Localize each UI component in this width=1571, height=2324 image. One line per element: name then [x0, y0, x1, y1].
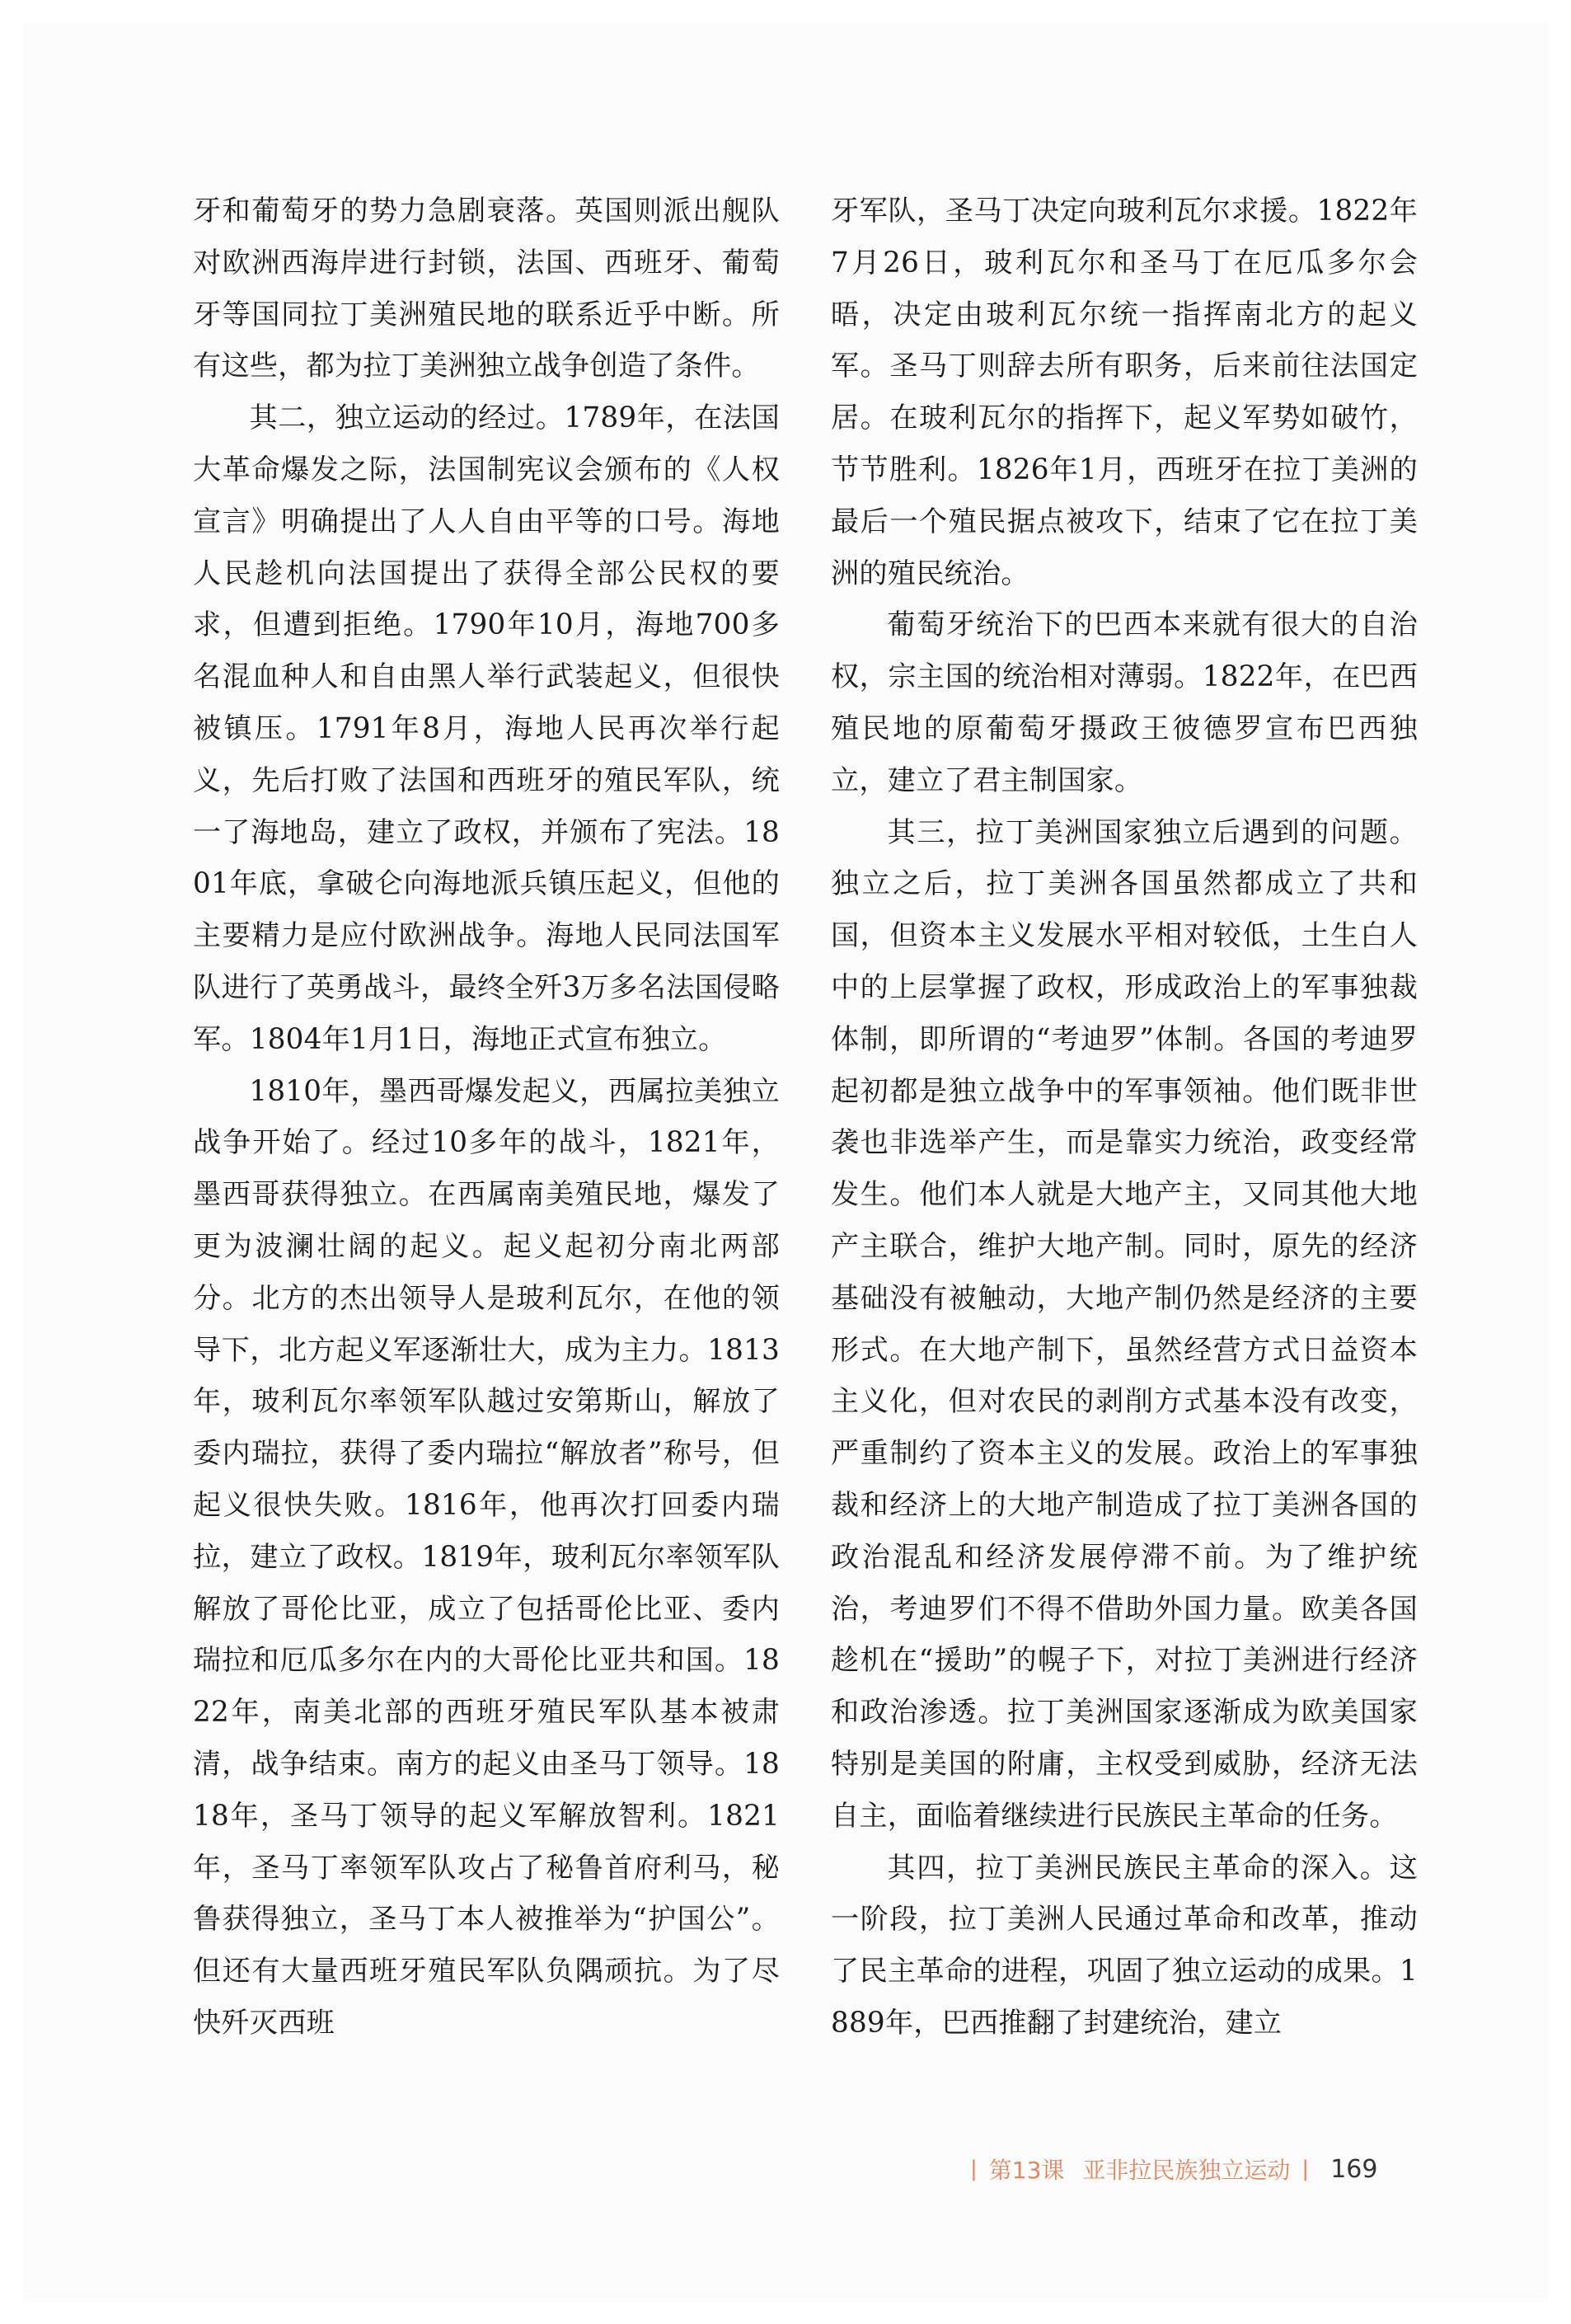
page-number: 169	[1330, 2154, 1378, 2184]
body-paragraph: 1810年，墨西哥爆发起义，西属拉美独立战争开始了。经过10多年的战斗，1821年，墨西哥获得独立。在西属南美殖民地，爆发了更为波澜壮阔的起义。起义起初分南北两部分。北方的杰出领导人是玻利瓦尔，在他的领导下，北方起义军逐渐壮大，成为主力。1813年，玻利瓦尔率领军队越过安第斯山，解放了委内瑞拉，获得了委内瑞拉“解放者”称号，但起义很快失败。1816年，他再次打回委内瑞拉，建立了政权。1819年，玻利瓦尔率领军队解放了哥伦比亚，成立了包括哥伦比亚、委内瑞拉和厄瓜多尔在内的大哥伦比亚共和国。1822年，南美北部的西班牙殖民军队基本被肃清，战争结束。南方的起义由圣马丁领导。1818年，圣马丁领导的起义军解放智利。1821年，圣马丁率领军队攻占了秘鲁首府利马，秘鲁获得独立，圣马丁本人被推举为“护国公”。但还有大量西班牙殖民军队负隅顽抗。为了尽快歼灭西班	[193, 1074, 780, 2040]
footer-separator: |	[1301, 2157, 1310, 2181]
lesson-title: 亚非拉民族独立运动	[1082, 2157, 1291, 2184]
lesson-label: 第13课	[988, 2157, 1065, 2184]
body-paragraph: 牙和葡萄牙的势力急剧衰落。英国则派出舰队对欧洲西海岸进行封锁，法国、西班牙、葡萄牙等国同拉丁美洲殖民地的联系近乎中断。所有这些，都为拉丁美洲独立战争创造了条件。	[193, 195, 780, 383]
left-text-column	[193, 185, 780, 2049]
body-paragraph: 其三，拉丁美洲国家独立后遇到的问题。独立之后，拉丁美洲各国虽然都成立了共和国，但资本主义发展水平相对较低，土生白人中的上层掌握了政权，形成政治上的军事独裁体制，即所谓的“考迪罗”体制。各国的考迪罗起初都是独立战争中的军事领袖。他们既非世袭也非选举产生，而是靠实力统治，政变经常发生。他们本人就是大地产主，又同其他大地产主联合，维护大地产制。同时，原先的经济基础没有被触动，大地产制仍然是经济的主要形式。在大地产制下，虽然经营方式日益资本主义化，但对农民的剥削方式基本没有改变，严重制约了资本主义的发展。政治上的军事独裁和经济上的大地产制造成了拉丁美洲各国的政治混乱和经济发展停滞不前。为了维护统治，考迪罗们不得不借助外国力量。欧美各国趁机在“援助”的幌子下，对拉丁美洲进行经济和政治渗透。拉丁美洲国家逐渐成为欧美国家特别是美国的附庸，主权受到威胁，经济无法自主，面临着继续进行民族民主革命的任务。	[831, 815, 1418, 1833]
body-paragraph: 其二，独立运动的经过。1789年，在法国大革命爆发之际，法国制宪议会颁布的《人权宣言》明确提出了人人自由平等的口号。海地人民趁机向法国提出了获得全部公民权的要求，但遭到拒绝。1790年10月，海地700多名混血种人和自由黑人举行武装起义，但很快被镇压。1791年8月，海地人民再次举行起义，先后打败了法国和西班牙的殖民军队，统一了海地岛，建立了政权，并颁布了宪法。1801年底，拿破仑向海地派兵镇压起义，但他的主要精力是应付欧洲战争。海地人民同法国军队进行了英勇战斗，最终全歼3万多名法国侵略军。1804年1月1日，海地正式宣布独立。	[193, 401, 780, 1056]
page-footer	[959, 2151, 1377, 2187]
footer-separator: |	[970, 2157, 978, 2181]
body-paragraph: 牙军队，圣马丁决定向玻利瓦尔求援。1822年7月26日，玻利瓦尔和圣马丁在厄瓜多尔会晤，决定由玻利瓦尔统一指挥南北方的起义军。圣马丁则辞去所有职务，后来前往法国定居。在玻利瓦尔的指挥下，起义军势如破竹，节节胜利。1826年1月，西班牙在拉丁美洲的最后一个殖民据点被攻下，结束了它在拉丁美洲的殖民统治。	[831, 195, 1418, 590]
body-paragraph: 葡萄牙统治下的巴西本来就有很大的自治权，宗主国的统治相对薄弱。1822年，在巴西殖民地的原葡萄牙摄政王彼德罗宣布巴西独立，建立了君主制国家。	[831, 608, 1418, 797]
body-paragraph: 其四，拉丁美洲民族民主革命的深入。这一阶段，拉丁美洲人民通过革命和改革，推动了民主革命的进程，巩固了独立运动的成果。1889年，巴西推翻了封建统治，建立	[831, 1851, 1418, 2040]
right-text-column	[831, 185, 1418, 2049]
